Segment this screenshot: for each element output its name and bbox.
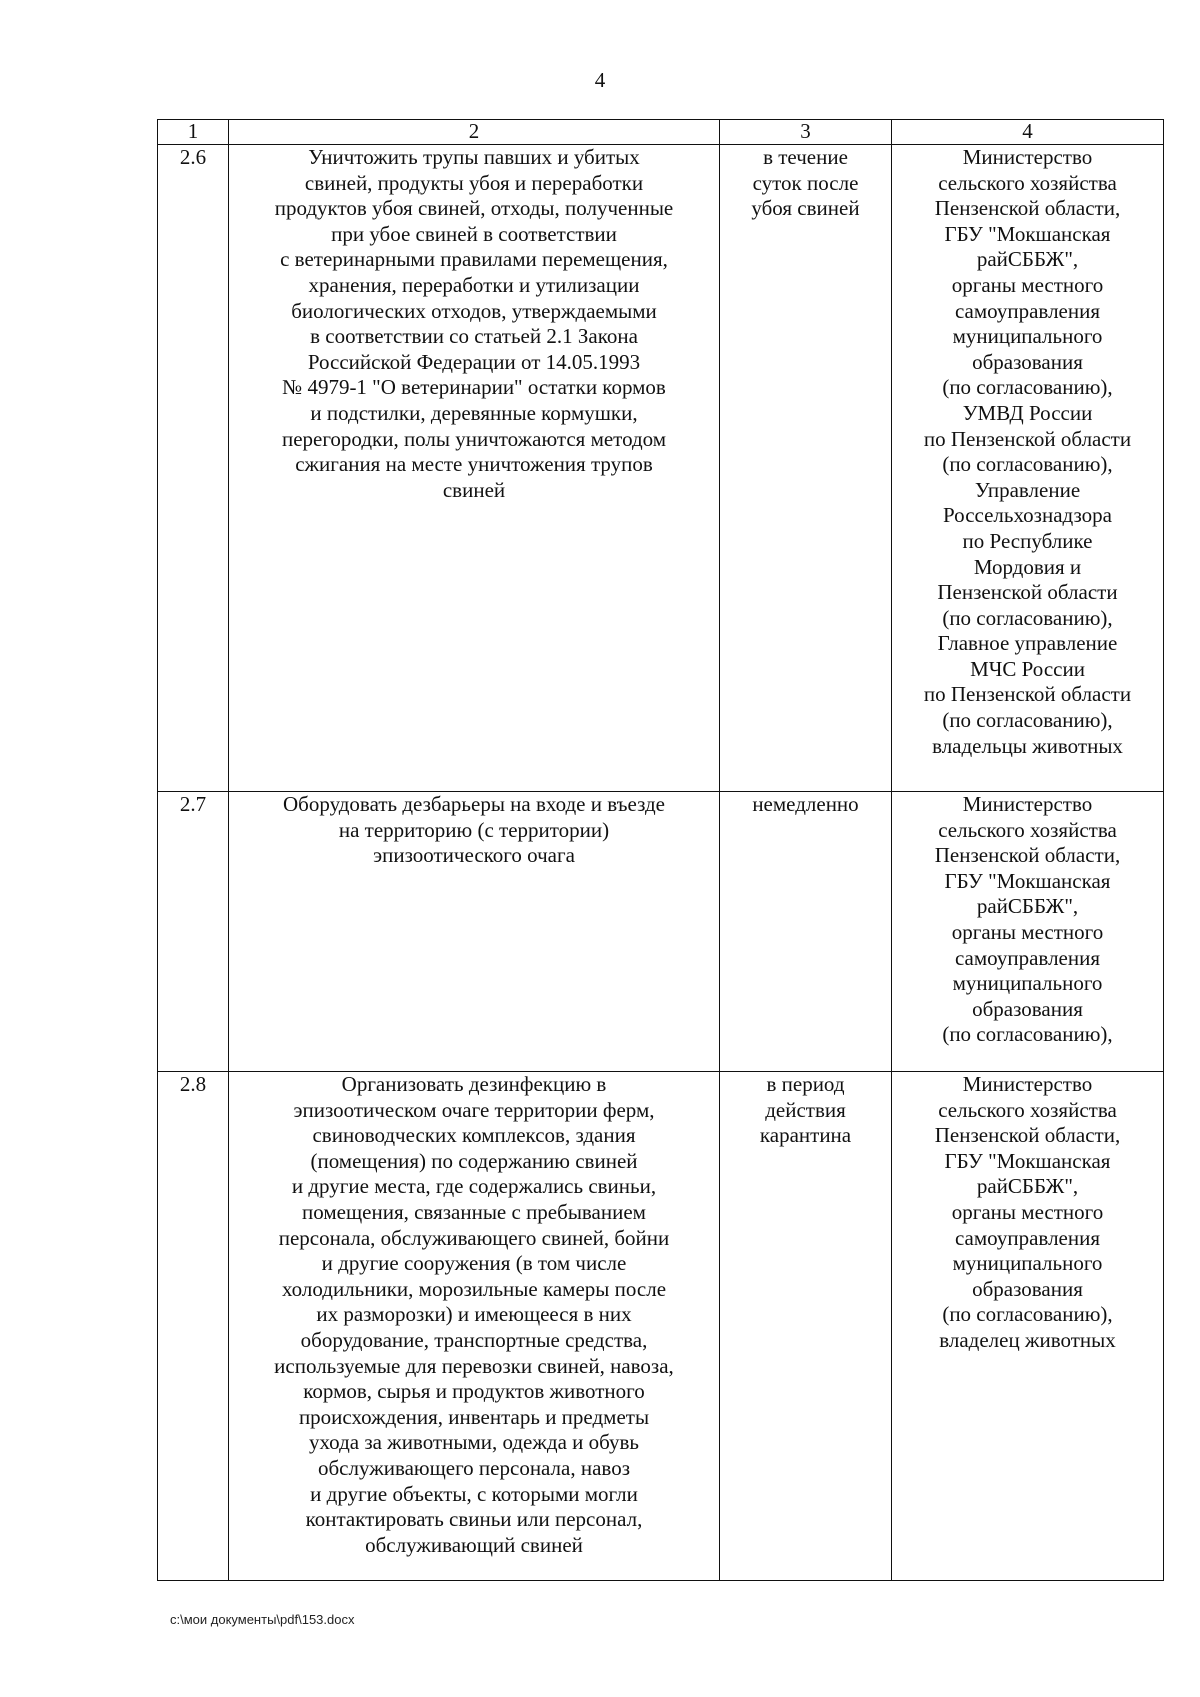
table-row — [158, 1072, 1164, 1581]
header-cell-number: 1 — [158, 120, 229, 145]
row-number: 2.7 — [158, 792, 229, 1072]
header-cell-term: 3 — [720, 120, 892, 145]
page-number: 4 — [594, 68, 606, 92]
row-responsible: Министерство сельского хозяйства Пензенской области, ГБУ "Мокшанская райСББЖ", органы местного самоуправления муниципального образования (по согласованию), УМВД России по Пензенской области (по согласованию), Управление Россельхознадзора по Республике Мордовия и Пензенской области (по согласованию), Главное управление МЧС России по Пензенской области (по согласованию), владельцы животных — [892, 145, 1164, 792]
table-header-row — [158, 120, 1164, 145]
row-responsible: Министерство сельского хозяйства Пензенской области, ГБУ "Мокшанская райСББЖ", органы местного самоуправления муниципального образования (по согласованию), владелец животных — [892, 1072, 1164, 1581]
footer-file-path: c:\мои документы\pdf\153.docx — [170, 1612, 355, 1627]
row-action: Уничтожить трупы павших и убитых свиней, продукты убоя и переработки продуктов убоя свиней, отходы, полученные при убое свиней в соответствии с ветеринарными правилами перемещения, хранения, переработки и утилизации биологических отходов, утверждаемыми в соответствии со статьей 2.1 Закона Российской Федерации от 14.05.1993 № 4979-1 "О ветеринарии" остатки кормов и подстилки, деревянные кормушки, перегородки, полы уничтожаются методом сжигания на месте уничтожения трупов свиней — [229, 145, 720, 792]
row-term: в течение суток после убоя свиней — [720, 145, 892, 792]
row-action: Организовать дезинфекцию в эпизоотическом очаге территории ферм, свиноводческих комплексов, здания (помещения) по содержанию свиней и другие места, где содержались свиньи, помещения, связанные с пребыванием персонала, обслуживающего свиней, бойни и другие сооружения (в том числе холодильники, морозильные камеры после их разморозки) и имеющееся в них оборудование, транспортные средства, используемые для перевозки свиней, навоза, кормов, сырья и продуктов животного происхождения, инвентарь и предметы ухода за животными, одежда и обувь обслуживающего персонала, навоз и другие объекты, с которыми могли контактировать свиньи или персонал, обслуживающий свиней — [229, 1072, 720, 1581]
row-action: Оборудовать дезбарьеры на входе и въезде на территорию (с территории) эпизоотического очага — [229, 792, 720, 1072]
header-cell-action: 2 — [229, 120, 720, 145]
table-row — [158, 792, 1164, 1072]
row-number: 2.6 — [158, 145, 229, 792]
table-row — [158, 145, 1164, 792]
measures-table — [157, 119, 1164, 1581]
row-number: 2.8 — [158, 1072, 229, 1581]
row-term: немедленно — [720, 792, 892, 1072]
header-cell-responsible: 4 — [892, 120, 1164, 145]
row-responsible: Министерство сельского хозяйства Пензенской области, ГБУ "Мокшанская райСББЖ", органы местного самоуправления муниципального образования (по согласованию), — [892, 792, 1164, 1072]
row-term: в период действия карантина — [720, 1072, 892, 1581]
